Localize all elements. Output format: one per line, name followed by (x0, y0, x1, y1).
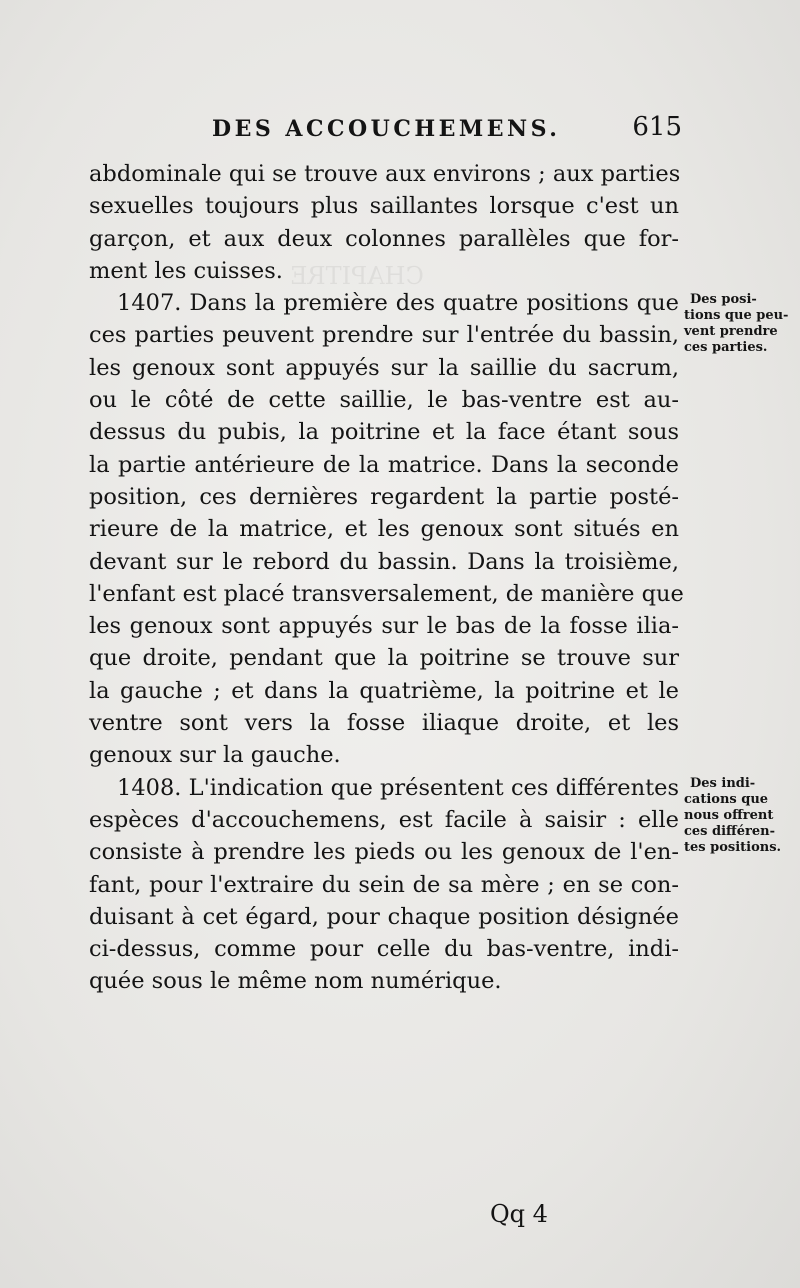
text-line: ventre sont vers la fosse iliaque droite, et les (89, 710, 679, 737)
text-line: la gauche ; et dans la quatrième, la poitrine et le (89, 677, 679, 704)
text-line: ci-dessus, comme pour celle du bas-ventre, indi- (89, 936, 679, 963)
text-line: la partie antérieure de la matrice. Dans la seconde (89, 451, 679, 478)
paragraph-1407-start: 1407. Dans la première des quatre positions que (117, 290, 679, 317)
paragraph-1408-start: 1408. L'indication que présentent ces différentes (117, 774, 679, 801)
text-line: espèces d'accouchemens, est facile à saisir : elle (89, 806, 679, 833)
text-line: consiste à prendre les pieds ou les genoux de l'en- (89, 839, 679, 866)
margin-note-line: cations que (684, 792, 769, 807)
margin-note-line: nous offrent (684, 808, 774, 823)
text-line: sexuelles toujours plus saillantes lorsque c'est un (89, 193, 679, 220)
text-line: l'enfant est placé transversalement, de manière que (89, 580, 684, 607)
margin-note-positions (684, 292, 796, 356)
running-head (212, 112, 682, 152)
margin-note-line: tes positions. (684, 840, 782, 855)
text-line: les genoux sont appuyés sur le bas de la fosse ilia- (89, 613, 679, 640)
signature-mark: Qq 4 (490, 1200, 548, 1228)
margin-note-line: Des indi- (690, 776, 756, 791)
text-line: rieure de la matrice, et les genoux sont situés en (89, 516, 679, 543)
margin-note-line: ces différen- (684, 824, 775, 839)
margin-note-line: Des posi- (690, 292, 757, 307)
text-line: abdominale qui se trouve aux environs ; aux parties (89, 161, 681, 187)
margin-note-line: vent prendre (684, 324, 778, 339)
text-line: que droite, pendant que la poitrine se trouve sur (89, 645, 679, 672)
text-line: duisant à cet égard, pour chaque position désignée (89, 903, 679, 930)
text-line: garçon, et aux deux colonnes parallèles que for- (89, 225, 679, 252)
text-line: devant sur le rebord du bassin. Dans la troisième, (89, 548, 679, 575)
text-line: ces parties peuvent prendre sur l'entrée du bassin, (89, 322, 679, 349)
body-text (89, 158, 684, 998)
text-line: ou le côté de cette saillie, le bas-ventre est au- (89, 387, 679, 414)
text-line: genoux sur la gauche. (89, 742, 341, 769)
text-line: fant, pour l'extraire du sein de sa mère ; en se con- (89, 871, 679, 898)
margin-note-indications (684, 776, 796, 856)
running-title: DES ACCOUCHEMENS. (212, 116, 561, 142)
show-through-text: CHAPITRE (290, 262, 424, 290)
margin-note-line: ces parties. (684, 340, 768, 355)
text-line: position, ces dernières regardent la partie posté- (89, 483, 679, 510)
text-line: les genoux sont appuyés sur la saillie du sacrum, (89, 354, 679, 381)
text-line: ment les cuisses. (89, 257, 283, 284)
text-line: dessus du pubis, la poitrine et la face étant sous (89, 419, 679, 446)
margin-note-line: tions que peu- (684, 308, 789, 323)
page-number: 615 (632, 112, 682, 142)
text-line: quée sous le même nom numérique. (89, 968, 502, 995)
